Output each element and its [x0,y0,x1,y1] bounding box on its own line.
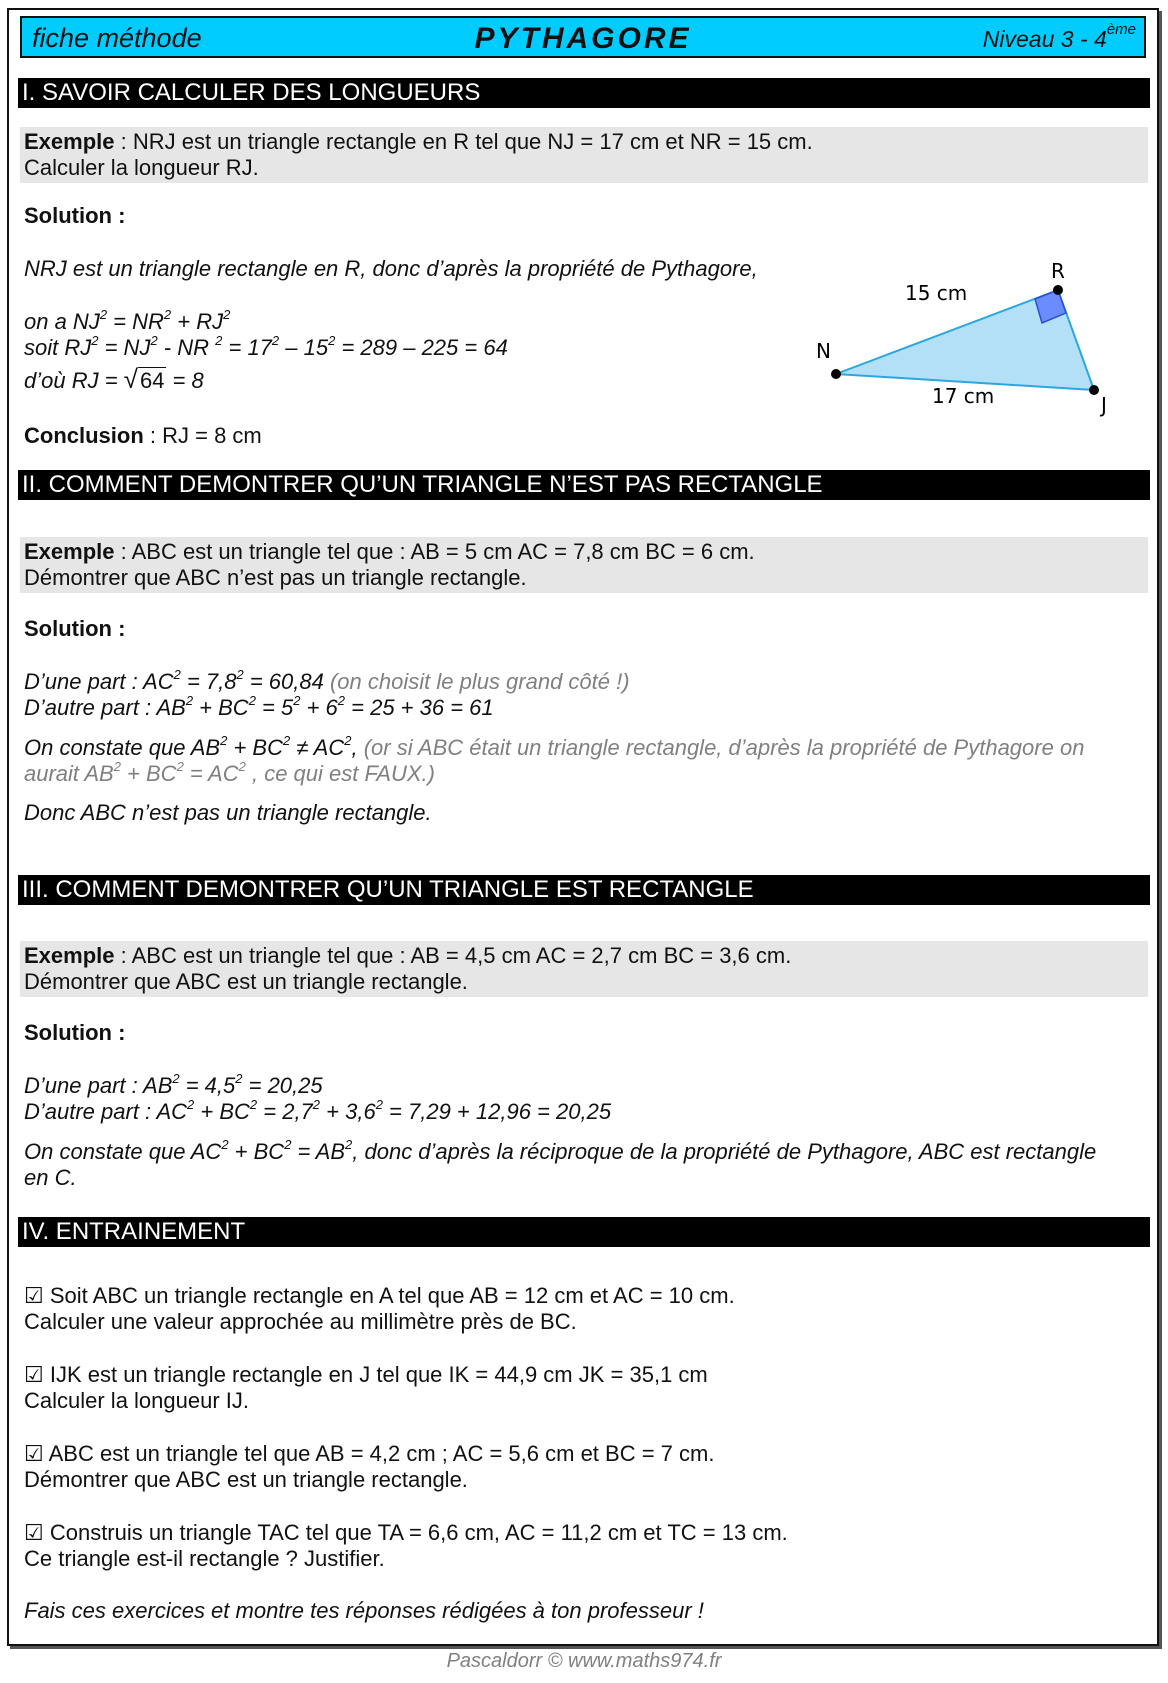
label-n: N [816,339,831,363]
exercise-1-line-2: Calculer une valeur approchée au millimètre près de BC. [24,1309,577,1334]
exercise-4-line-1: ☑ Construis un triangle TAC tel que TA = 6,6 cm, AC = 11,2 cm et TC = 13 cm. [24,1520,788,1545]
section-2-line-4: aurait $AB^2 + BC^2 = AC^2$ , ce qui est FAUX.) [24,758,435,786]
point-j [1089,385,1099,395]
point-r [1053,285,1063,295]
footer-credit: Pascaldorr © www.maths974.fr [446,1650,722,1672]
triangle-figure [800,250,1130,420]
section-3-line-1: D’une part : $AB^2 = 4,5^2 = 20,25$ [24,1070,323,1098]
exercise-3-line-2: Démontrer que ABC est un triangle rectangle. [24,1467,468,1492]
header-banner [20,16,1146,58]
section-2-example: Exemple : ABC est un triangle tel que : AB = 5 cm AC = 7,8 cm BC = 6 cm. Démontrer que ABC n’est pas un triangle rectangle. [20,537,1148,593]
label-r: R [1051,259,1065,283]
exercise-1-line-1: ☑ Soit ABC un triangle rectangle en A tel que AB = 12 cm et AC = 10 cm. [24,1283,735,1308]
section-1-line-3: soit $RJ^2 = NJ^2$ - NR $^2 = 17^2 - 15^2 = 289 - 225 = 64$ [24,332,508,360]
section-3-line-4: en C. [24,1165,77,1190]
section-1-line-2: on a $NJ^2 = NR^2 + RJ^2$ [24,306,231,334]
label-nr: 15 cm [905,281,968,305]
level-label: Niveau 3 - 4ème [982,21,1136,52]
section-3-line-3: On constate que $AC^2 + BC^2 = AB^2$, donc d’après la réciproque de la propriété de Pythagore, ABC est rectangle [24,1136,1097,1164]
section-1-title: I. SAVOIR CALCULER DES LONGUEURS [18,78,1150,108]
section-2-line-1: D’une part : $AC^2 = 7,8^2 = 60,84$ (on choisit le plus grand côté !) [24,666,630,694]
section-2-solution-label: Solution : [24,616,126,641]
section-2-line-2: D’autre part : $AB^2 + BC^2 = 5^2 + 6^2 = 25 + 36 = 61$ [24,692,494,720]
exercise-4-line-2: Ce triangle est-il rectangle ? Justifier. [24,1546,385,1571]
section-1-conclusion: Conclusion : RJ = 8 cm [24,423,262,448]
header-left-label: fiche méthode [32,23,202,53]
section-4-closing: Fais ces exercices et montre tes réponses rédigées à ton professeur ! [24,1598,704,1623]
section-2-title: II. COMMENT DEMONTRER QU’UN TRIANGLE N’EST PAS RECTANGLE [18,470,1150,500]
exercise-3-line-1: ☑ ABC est un triangle tel que AB = 4,2 cm ; AC = 5,6 cm et BC = 7 cm. [24,1441,715,1466]
section-1-line-1: NRJ est un triangle rectangle en R, donc d’après la propriété de Pythagore, [24,256,758,281]
section-1-solution-label: Solution : [24,203,126,228]
section-2-conclusion: Donc ABC n’est pas un triangle rectangle. [24,800,432,825]
sqrt-radicand: 64 [139,368,165,393]
point-n [831,369,841,379]
section-1-line-4: d’où RJ = √64 = 8 [24,364,204,394]
section-4-title: IV. ENTRAINEMENT [18,1217,1150,1247]
section-1-example: Exemple : NRJ est un triangle rectangle en R tel que NJ = 17 cm et NR = 15 cm. Calculer la longueur RJ. [20,127,1148,183]
exercise-2-line-2: Calculer la longueur IJ. [24,1388,250,1413]
section-3-example: Exemple : ABC est un triangle tel que : AB = 4,5 cm AC = 2,7 cm BC = 3,6 cm. Démontrer que ABC est un triangle rectangle. [20,941,1148,997]
page-title: PYTHAGORE [474,22,692,55]
section-3-line-2: D’autre part : $AC^2 + BC^2 = 2,7^2 + 3,6^2 = 7,29 + 12,96 = 20,25$ [24,1096,612,1124]
section-3-title: III. COMMENT DEMONTRER QU’UN TRIANGLE EST RECTANGLE [18,875,1150,905]
section-2-line-3: On constate que $AB^2 + BC^2 \ne AC^2$, (or si ABC était un triangle rectangle, d’après la propriété de Pythagore on [24,732,1085,760]
sqrt-sign: √ [123,364,138,394]
section-3-solution-label: Solution : [24,1020,126,1045]
label-nj: 17 cm [932,384,995,408]
exercise-2-line-1: ☑ IJK est un triangle rectangle en J tel que IK = 44,9 cm JK = 35,1 cm [24,1362,708,1387]
label-j: J [1101,393,1107,417]
